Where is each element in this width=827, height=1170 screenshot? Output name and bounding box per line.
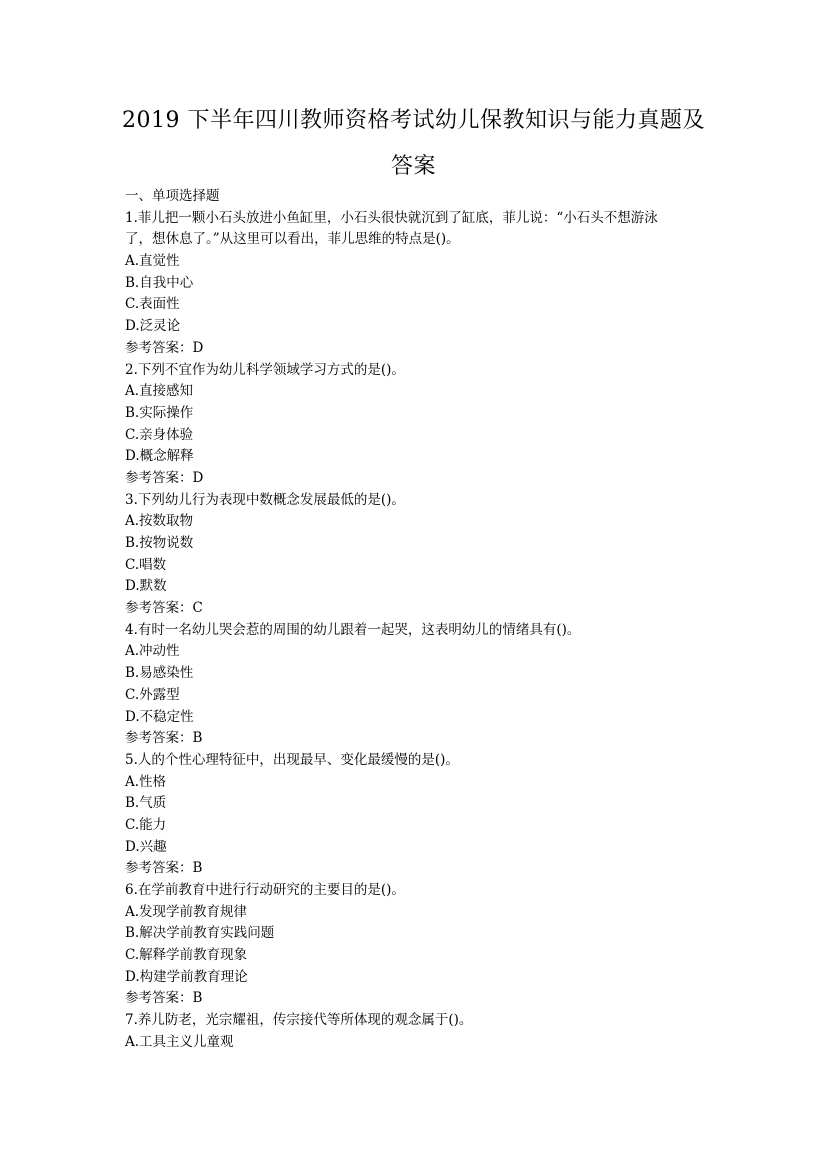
reference-answer: 参考答案：D — [125, 339, 204, 356]
answer-option: B.易感染性 — [125, 665, 194, 682]
answer-option: B.解决学前教育实践问题 — [125, 925, 275, 942]
page-title: 2019 下半年四川教师资格考试幼儿保教知识与能力真题及 — [122, 108, 705, 133]
question-stem: 4.有时一名幼儿哭会惹的周围的幼儿跟着一起哭，这表明幼儿的情绪具有()。 — [125, 621, 581, 638]
question-stem: 1.菲儿把一颗小石头放进小鱼缸里，小石头很快就沉到了缸底，菲儿说：“小石头不想游泳 — [125, 209, 658, 226]
answer-option: D.构建学前教育理论 — [125, 968, 248, 985]
answer-option: A.按数取物 — [125, 513, 194, 530]
answer-option: A.直接感知 — [125, 383, 194, 400]
answer-option: B.自我中心 — [125, 274, 194, 291]
answer-option: C.外露型 — [125, 686, 180, 703]
page-title-continued: 答案 — [390, 154, 436, 179]
answer-option: A.性格 — [125, 773, 167, 790]
question-stem: 3.下列幼儿行为表现中数概念发展最低的是()。 — [125, 491, 405, 508]
section-heading: 一、单项选择题 — [125, 188, 220, 204]
answer-option: C.能力 — [125, 816, 167, 833]
answer-option: B.气质 — [125, 795, 167, 812]
reference-answer: 参考答案：C — [125, 600, 203, 617]
document-body — [125, 186, 725, 1054]
answer-option: A.冲动性 — [125, 643, 180, 660]
answer-option: C.亲身体验 — [125, 426, 194, 443]
answer-option: D.概念解释 — [125, 448, 194, 465]
answer-option: B.实际操作 — [125, 404, 194, 421]
answer-option: C.表面性 — [125, 296, 180, 313]
question-stem: 7.养儿防老，光宗耀祖，传宗接代等所体现的观念属于()。 — [125, 1012, 473, 1029]
reference-answer: 参考答案：B — [125, 860, 203, 877]
question-stem: 5.人的个性心理特征中，出现最早、变化最缓慢的是()。 — [125, 751, 459, 768]
answer-option: D.兴趣 — [125, 838, 167, 855]
answer-option: B.按物说数 — [125, 535, 194, 551]
answer-option: A.直觉性 — [125, 253, 180, 270]
reference-answer: 参考答案：B — [125, 730, 203, 747]
answer-option: C.解释学前教育现象 — [125, 947, 248, 964]
answer-option: A.发现学前教育规律 — [125, 903, 248, 920]
reference-answer: 参考答案：D — [125, 469, 204, 486]
question-stem: 6.在学前教育中进行行动研究的主要目的是()。 — [125, 882, 405, 898]
answer-option: A.工具主义儿童观 — [125, 1033, 234, 1050]
reference-answer: 参考答案：B — [125, 990, 203, 1007]
question-stem: 了，想休息了。”从这里可以看出，菲儿思维的特点是()。 — [125, 231, 460, 248]
answer-option: D.不稳定性 — [125, 708, 194, 725]
question-stem: 2.下列不宜作为幼儿科学领域学习方式的是()。 — [125, 361, 405, 378]
answer-option: D.泛灵论 — [125, 318, 181, 335]
answer-option: C.唱数 — [125, 556, 167, 573]
answer-option: D.默数 — [125, 578, 167, 595]
